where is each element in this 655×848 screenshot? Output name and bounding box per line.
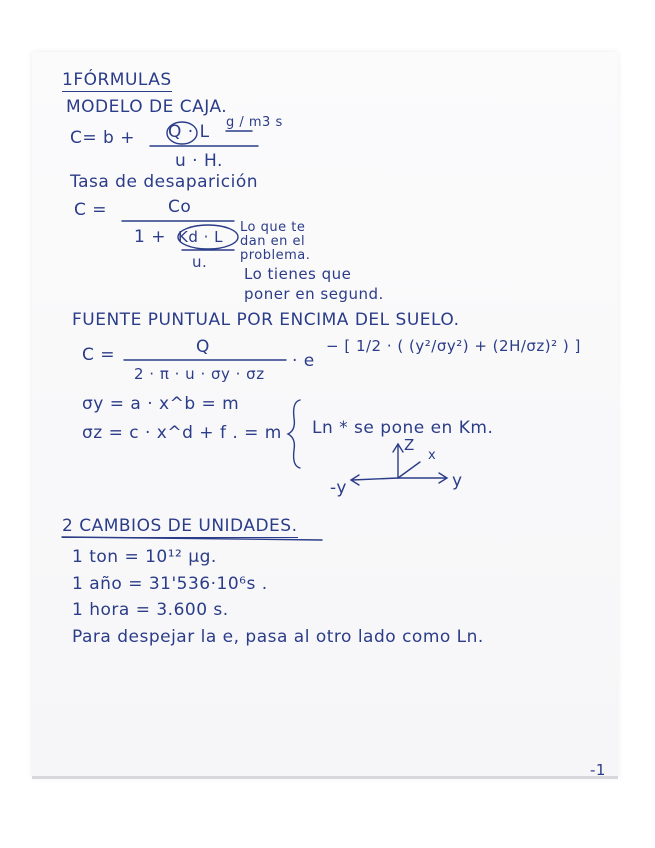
decay-numerator: Co: [168, 197, 192, 217]
axis-neg-y-line: [352, 478, 398, 480]
point-denominator: 2 · π · u · σy · σz: [134, 365, 265, 383]
decay-title: Tasa de desaparición: [70, 172, 259, 192]
right-brace: [288, 400, 300, 468]
decay-den-circled: Kd · L: [178, 228, 224, 246]
decay-note-1: Lo que te: [240, 220, 306, 235]
units-title: 2 CAMBIOS DE UNIDADES.: [62, 516, 298, 536]
unit-conversion-hour: 1 hora = 3.600 s.: [72, 600, 229, 620]
page-number: -1: [590, 761, 606, 779]
point-source-title: FUENTE PUNTUAL POR ENCIMA DEL SUELO.: [72, 310, 460, 330]
unit-conversion-ton: 1 ton = 10¹² µg.: [72, 547, 217, 567]
box-formula-units: g / m3 s: [226, 115, 283, 130]
decay-note-4: Lo tienes que: [244, 265, 352, 283]
box-formula-denominator: u · H.: [175, 151, 223, 171]
point-c: C =: [82, 345, 116, 365]
axis-x-line: [398, 462, 420, 478]
box-model-title: MODELO DE CAJA.: [66, 97, 228, 117]
decay-note-3: problema.: [240, 248, 311, 263]
axis-z-label: Z: [404, 436, 415, 454]
brace-note: Ln * se pone en Km.: [312, 418, 494, 438]
decay-note-5: poner en segund.: [244, 285, 384, 303]
units-title-underline: [62, 537, 322, 540]
clear-e-note: Para despejar la e, pasa al otro lado como Ln.: [72, 627, 484, 647]
formulas-title: 1FÓRMULAS: [62, 70, 172, 90]
box-q-circle: [167, 122, 197, 144]
box-formula-numerator: Q · L: [168, 122, 210, 142]
decay-den-pre: 1 +: [134, 227, 166, 247]
decay-note-2: dan en el: [240, 234, 306, 249]
decay-kd-circle: [178, 225, 238, 249]
point-exponent: − [ 1/2 · ( (y²/σy²) + (2H/σz)² ) ]: [326, 337, 581, 355]
axis-neg-y-label: -y: [330, 478, 347, 498]
sigma-y-formula: σy = a · x^b = m: [82, 394, 240, 414]
axis-y-label: y: [452, 471, 463, 491]
decay-c: C =: [74, 200, 108, 220]
point-e: · e: [292, 351, 315, 371]
sigma-z-formula: σz = c · x^d + f . = m: [82, 423, 282, 443]
decay-den-u: u.: [192, 253, 208, 271]
box-formula-c: C= b +: [70, 128, 135, 148]
point-numerator: Q: [196, 337, 210, 357]
unit-conversion-year: 1 año = 31'536·10⁶s .: [72, 574, 268, 594]
axis-x-label: x: [428, 448, 437, 463]
